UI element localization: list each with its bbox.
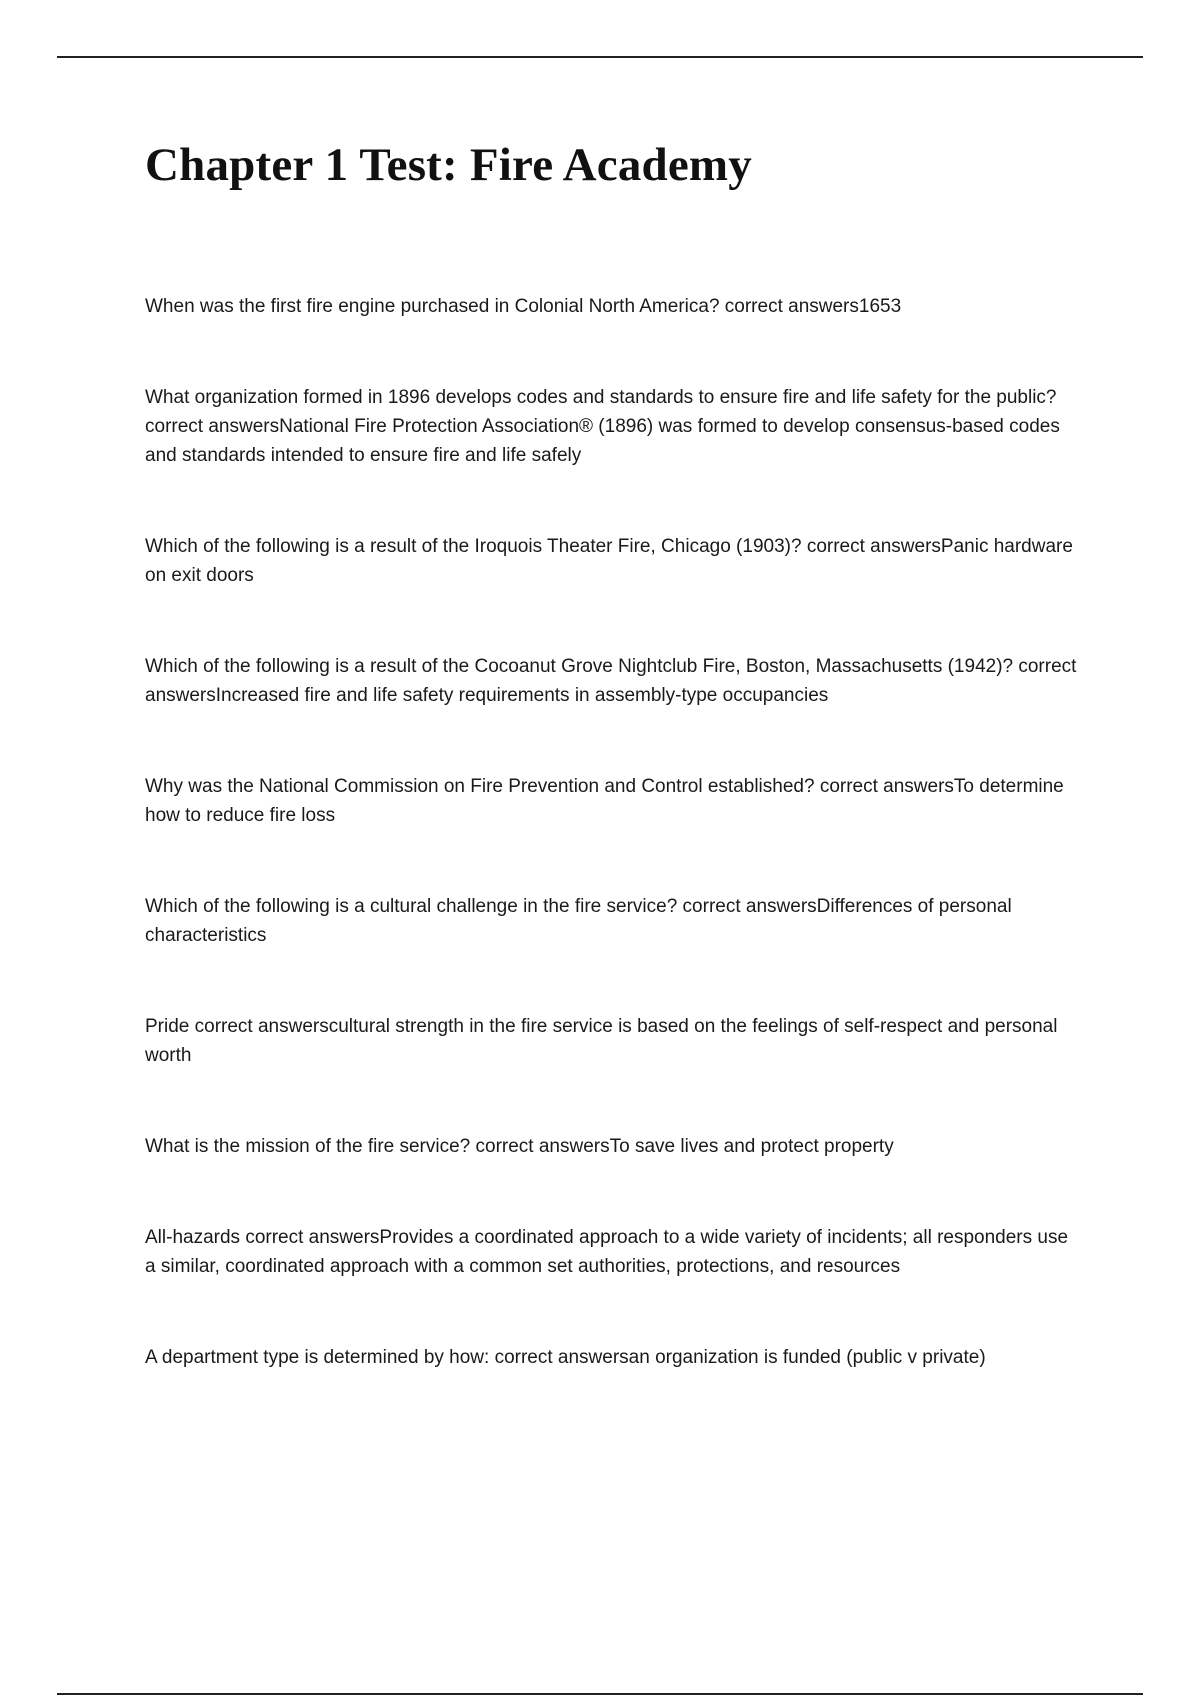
question-item: All-hazards correct answersProvides a coordinated approach to a wide variety of incidents; all responders use a similar, coordinated approach with a common set authorities, protections, and resources [145, 1227, 1069, 1277]
question-list [145, 292, 1080, 1434]
page-title: Chapter 1 Test: Fire Academy [145, 139, 752, 191]
question-item: What organization formed in 1896 develops codes and standards to ensure fire and life safety for the public? correct answersNational Fire Protection Association® (1896) was formed to develop consensus-based codes and standards intended to ensure fire and life safely [145, 387, 1060, 466]
question-item: Pride correct answerscultural strength in the fire service is based on the feelings of self-respect and personal worth [145, 1016, 1058, 1066]
bottom-divider [57, 1693, 1143, 1695]
question-item: What is the mission of the fire service? correct answersTo save lives and protect property [145, 1136, 894, 1157]
question-item: Which of the following is a result of the Cocoanut Grove Nightclub Fire, Boston, Massachusetts (1942)? correct answersIncreased fire and life safety requirements in assembly-type occupancies [145, 656, 1077, 706]
top-divider [57, 56, 1143, 58]
question-item: Which of the following is a result of the Iroquois Theater Fire, Chicago (1903)? correct answersPanic hardware on exit doors [145, 536, 1073, 586]
question-item: Which of the following is a cultural challenge in the fire service? correct answersDifferences of personal characteristics [145, 896, 1012, 946]
document-content [145, 139, 1080, 1368]
question-item: Why was the National Commission on Fire Prevention and Control established? correct answersTo determine how to reduce fire loss [145, 776, 1064, 826]
question-item: A department type is determined by how: correct answersan organization is funded (public v private) [145, 1347, 986, 1368]
question-item: When was the first fire engine purchased in Colonial North America? correct answers1653 [145, 296, 902, 317]
